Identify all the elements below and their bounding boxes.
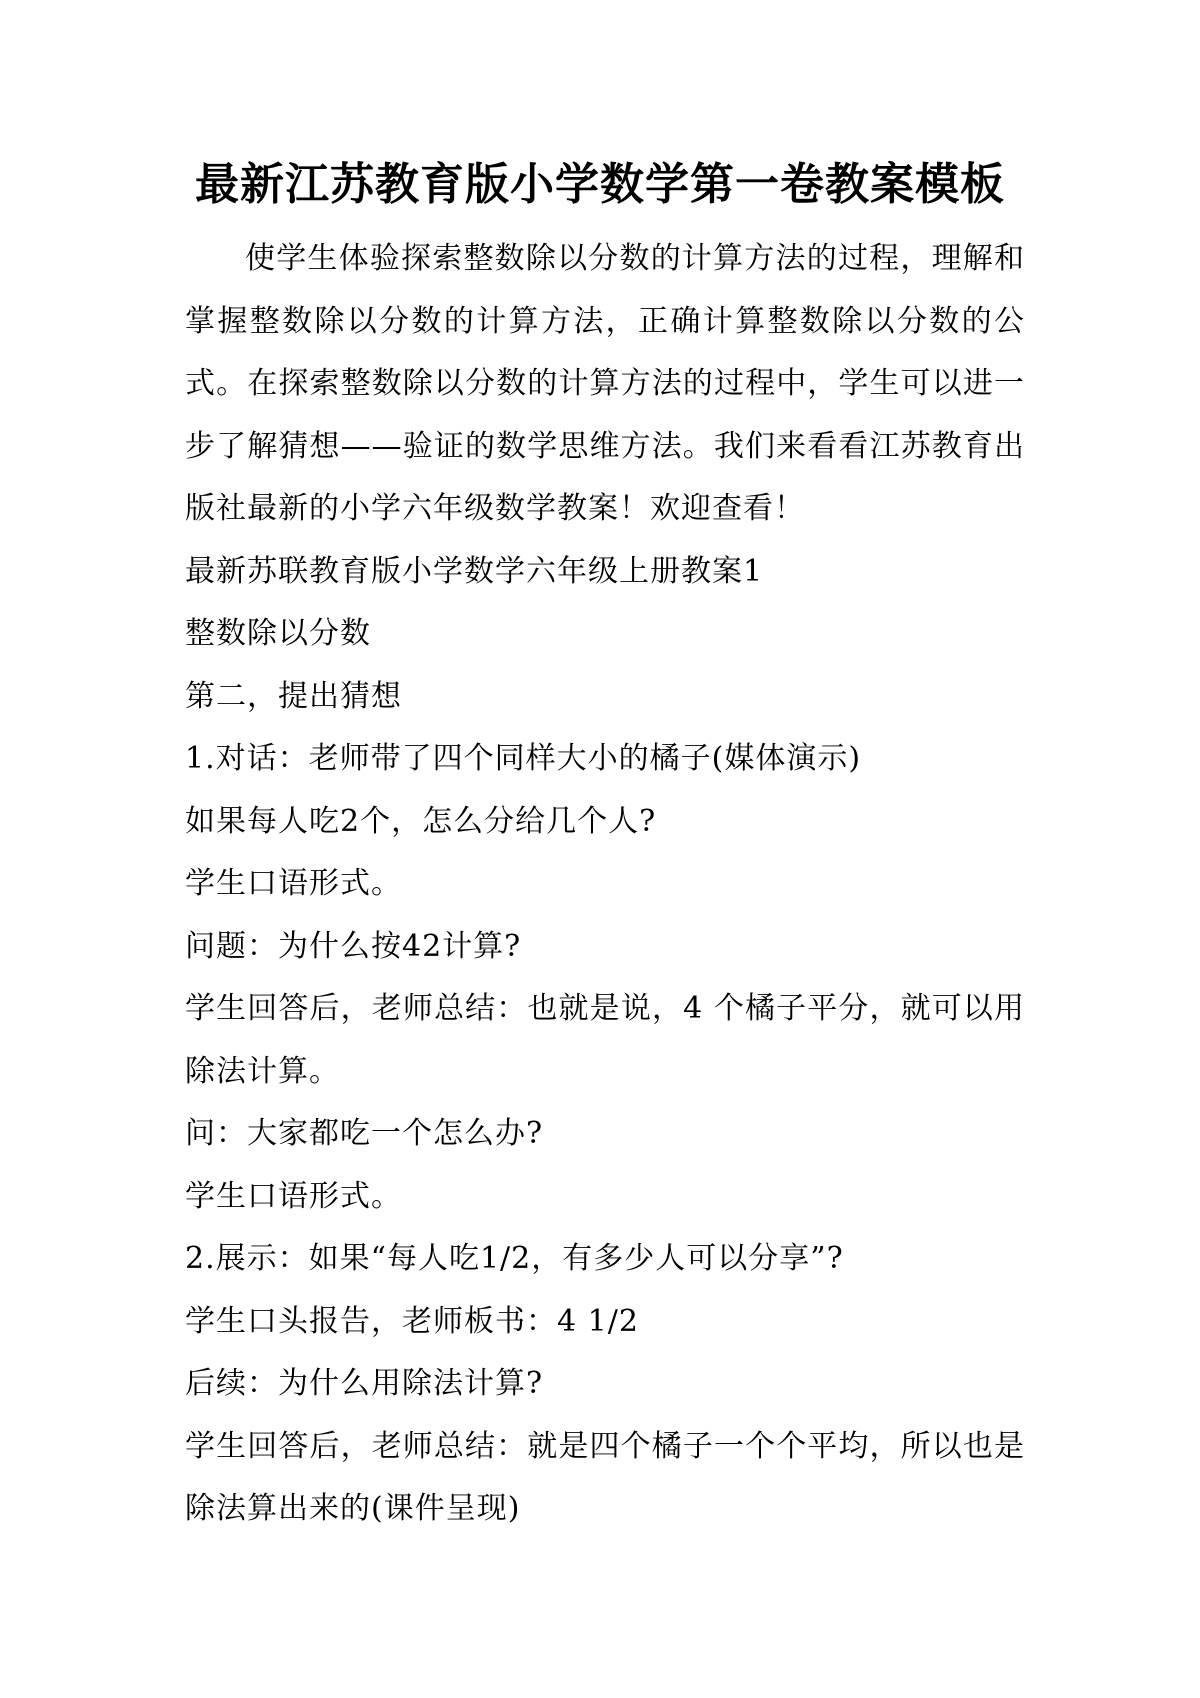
text-line: 1.对话：老师带了四个同样大小的橘子(媒体演示) (185, 741, 862, 776)
text-line: 2.展示：如果“每人吃1/2，有多少人可以分享”? (185, 1241, 844, 1276)
text-paragraph: 学生回答后，老师总结：也就是说，4 个橘子平分，就可以用除法计算。 (185, 991, 1025, 1089)
text-line: 后续：为什么用除法计算? (185, 1366, 544, 1401)
text-line: 最新苏联教育版小学数学六年级上册教案1 (185, 553, 764, 589)
intro-paragraph: 使学生体验探索整数除以分数的计算方法的过程，理解和掌握整数除以分数的计算方法，正确计算整数除以分数的公式。在探索整数除以分数的计算方法的过程中，学生可以进一步了解猜想——验证的数学思维方法。我们来看看江苏教育出版社最新的小学六年级数学教案！欢迎查看！ (185, 241, 1025, 526)
text-line: 问题：为什么按42计算? (185, 928, 522, 964)
text-line: 如果每人吃2个，怎么分给几个人? (185, 803, 657, 839)
text-line: 问：大家都吃一个怎么办? (185, 1116, 544, 1151)
text-paragraph: 学生回答后，老师总结：就是四个橘子一个个平均，所以也是除法算出来的(课件呈现) (185, 1428, 1025, 1526)
document-title: 最新江苏教育版小学数学第一卷教案模板 (195, 159, 1005, 210)
text-line: 第二，提出猜想 (185, 678, 402, 714)
text-line: 学生口头报告，老师板书：4 1/2 (185, 1303, 639, 1339)
text-line: 学生口语形式。 (185, 866, 402, 901)
text-line: 整数除以分数 (185, 616, 371, 651)
text-line: 学生口语形式。 (185, 1178, 402, 1214)
document-body (185, 228, 1025, 1541)
